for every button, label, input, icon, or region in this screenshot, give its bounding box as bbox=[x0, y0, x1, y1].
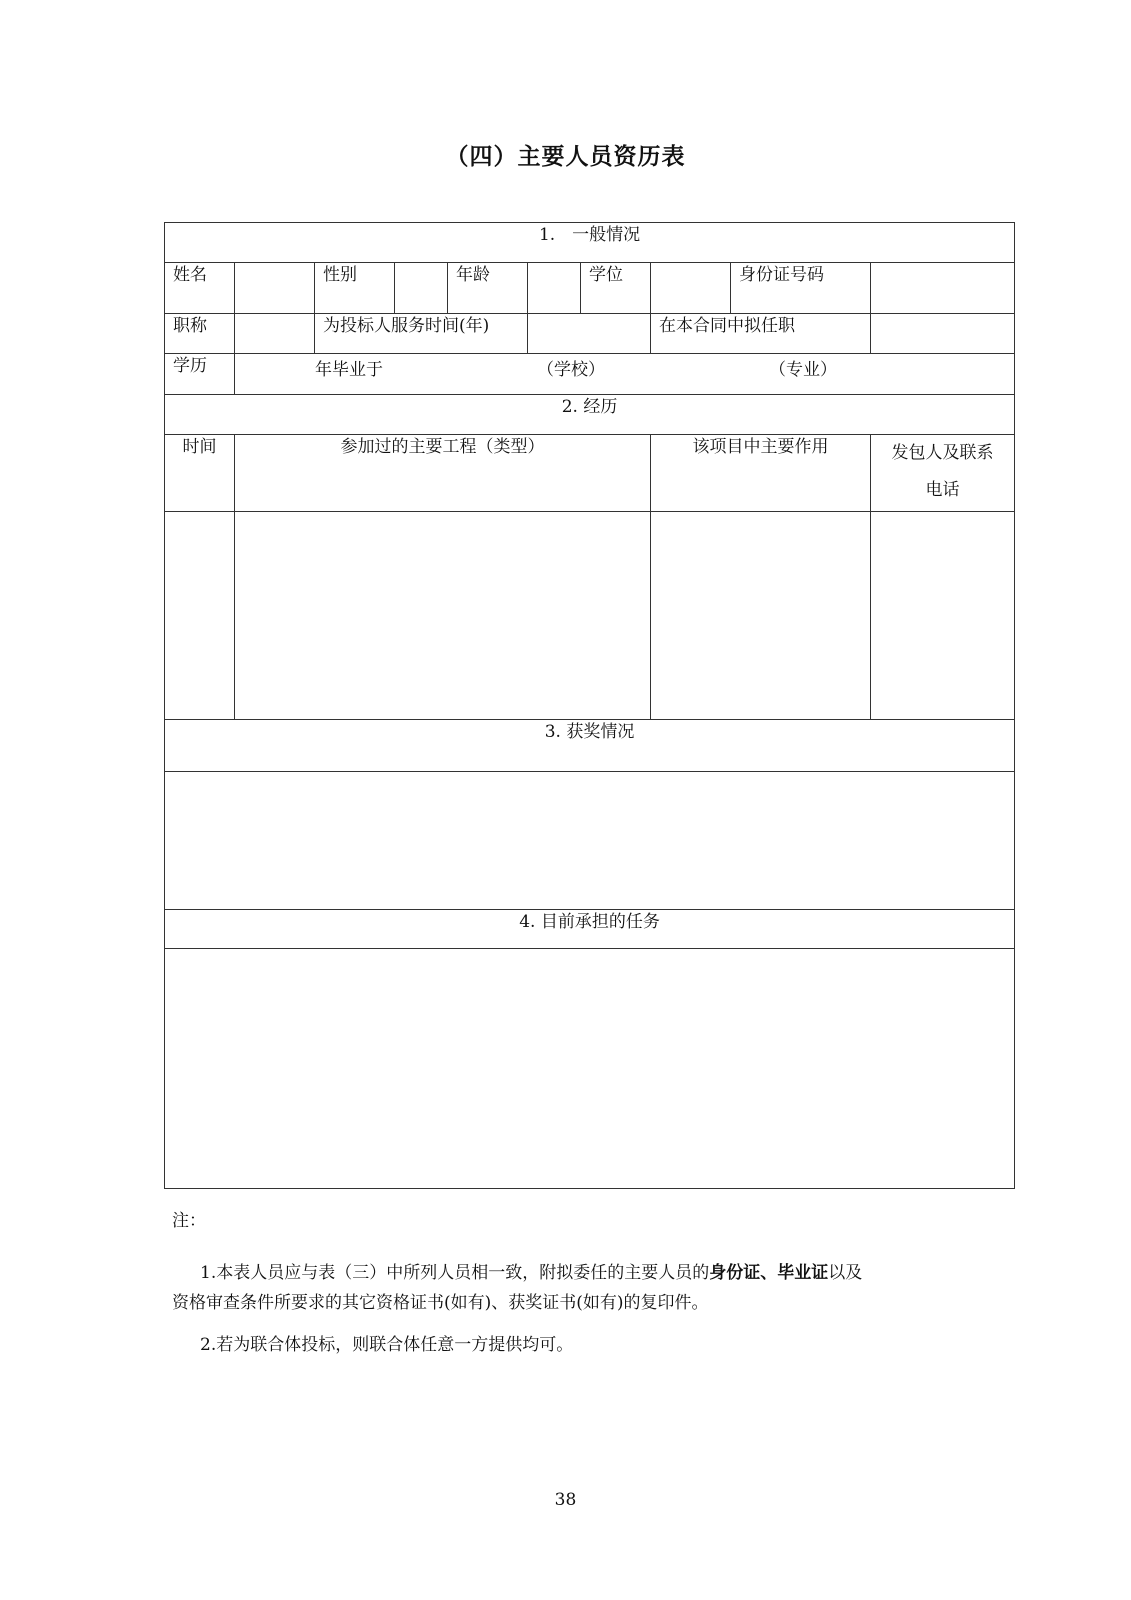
personnel-form-table bbox=[164, 222, 1015, 1189]
major-text: （专业） bbox=[769, 360, 837, 380]
name-label: 姓名 bbox=[165, 263, 235, 314]
note-1-line2: 资格审查条件所要求的其它资格证书(如有)、获奖证书(如有)的复印件。 bbox=[172, 1293, 709, 1313]
project-header: 参加过的主要工程（类型） bbox=[235, 435, 651, 512]
page-number: 38 bbox=[554, 1490, 577, 1510]
section3-heading: 3. 获奖情况 bbox=[165, 720, 1015, 772]
name-value[interactable] bbox=[235, 263, 315, 314]
section4-heading: 4. 目前承担的任务 bbox=[165, 910, 1015, 949]
proposed-role-label: 在本合同中拟任职 bbox=[651, 314, 871, 354]
page-title: （四）主要人员资历表 bbox=[445, 144, 686, 170]
role-header: 该项目中主要作用 bbox=[651, 435, 871, 512]
id-number-label: 身份证号码 bbox=[731, 263, 871, 314]
graduated-year-text: 年毕业于 bbox=[315, 360, 383, 380]
time-header: 时间 bbox=[165, 435, 235, 512]
experience-contact-cell[interactable] bbox=[871, 512, 1015, 720]
note-label: 注： bbox=[172, 1211, 206, 1231]
degree-value[interactable] bbox=[651, 263, 731, 314]
school-text: （学校） bbox=[537, 360, 605, 380]
service-years-value[interactable] bbox=[528, 314, 651, 354]
gender-label: 性别 bbox=[315, 263, 395, 314]
note-1-part1: 1.本表人员应与表（三）中所列人员相一致，附拟委任的主要人员的 bbox=[200, 1263, 710, 1283]
experience-role-cell[interactable] bbox=[651, 512, 871, 720]
service-years-label: 为投标人服务时间(年) bbox=[315, 314, 528, 354]
experience-time-cell[interactable] bbox=[165, 512, 235, 720]
section2-heading: 2. 经历 bbox=[165, 395, 1015, 435]
client-contact-header bbox=[871, 435, 1015, 512]
client-contact-line2: 电话 bbox=[925, 480, 960, 500]
degree-label: 学位 bbox=[581, 263, 651, 314]
education-value[interactable] bbox=[235, 354, 1015, 395]
section1-heading: 1. 一般情况 bbox=[165, 223, 1015, 263]
note-1-part2: 以及 bbox=[828, 1263, 863, 1283]
proposed-role-value[interactable] bbox=[871, 314, 1015, 354]
age-label: 年龄 bbox=[448, 263, 528, 314]
id-number-value[interactable] bbox=[871, 263, 1015, 314]
note-1-bold: 身份证、毕业证 bbox=[709, 1263, 829, 1283]
experience-project-cell[interactable] bbox=[235, 512, 651, 720]
title-value[interactable] bbox=[235, 314, 315, 354]
awards-content-cell[interactable] bbox=[165, 772, 1015, 910]
gender-value[interactable] bbox=[395, 263, 448, 314]
client-contact-line1: 发包人及联系 bbox=[891, 443, 994, 463]
education-label: 学历 bbox=[165, 354, 235, 395]
current-tasks-cell[interactable] bbox=[165, 949, 1015, 1189]
age-value[interactable] bbox=[528, 263, 581, 314]
note-2: 2.若为联合体投标，则联合体任意一方提供均可。 bbox=[200, 1335, 574, 1355]
title-label: 职称 bbox=[165, 314, 235, 354]
note-1-line1 bbox=[200, 1260, 1000, 1286]
